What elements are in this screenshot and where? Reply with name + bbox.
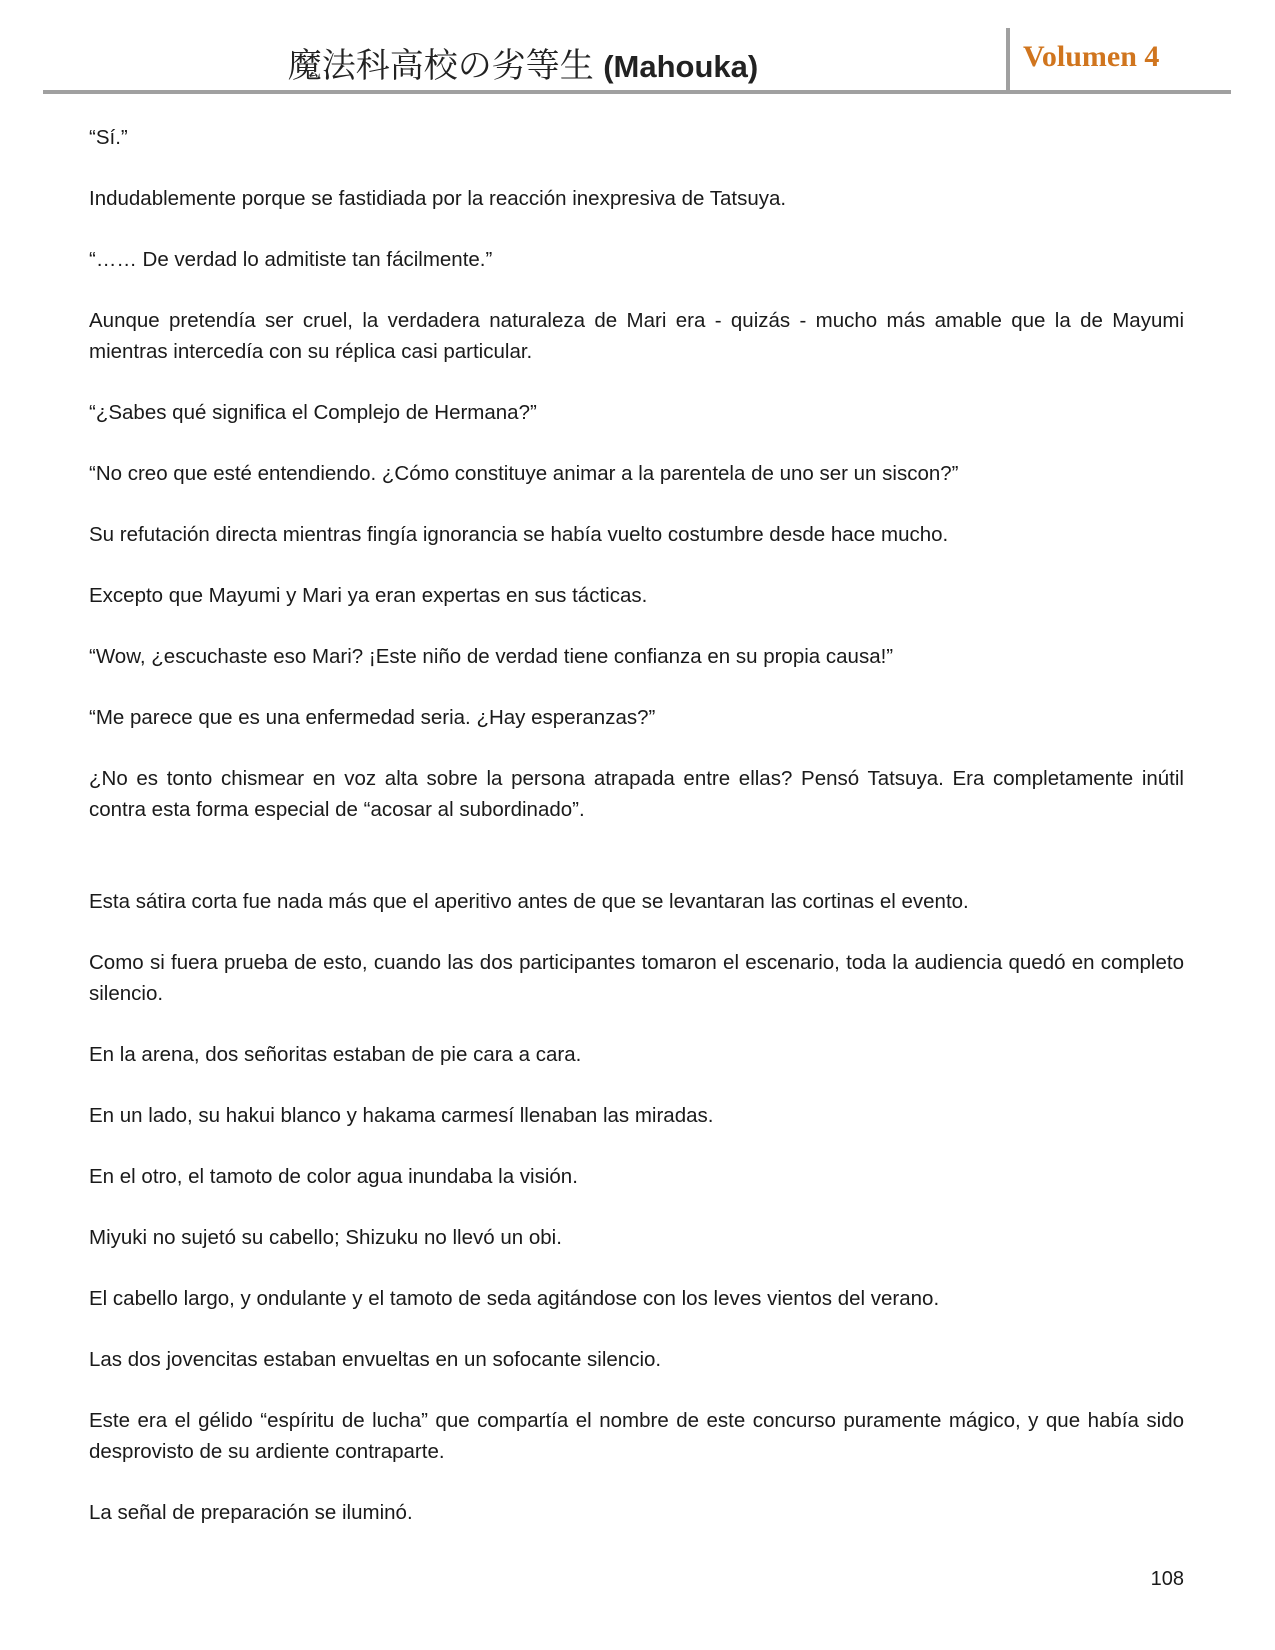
book-title-latin: (Mahouka)	[603, 49, 759, 84]
paragraph: Este era el gélido “espíritu de lucha” que compartía el nombre de este concurso puramente mágico, y que había sido desprovisto de su ardiente contraparte.	[89, 1409, 1184, 1463]
paragraph: Excepto que Mayumi y Mari ya eran expertas en sus tácticas.	[89, 584, 648, 607]
paragraph: En el otro, el tamoto de color agua inundaba la visión.	[89, 1165, 578, 1188]
paragraph: Miyuki no sujetó su cabello; Shizuku no llevó un obi.	[89, 1226, 562, 1249]
paragraph: Como si fuera prueba de esto, cuando las dos participantes tomaron el escenario, toda la audiencia quedó en completo silencio.	[89, 951, 1184, 1005]
volume-label: Volumen 4	[1023, 40, 1160, 73]
paragraph: “Wow, ¿escuchaste eso Mari? ¡Este niño de verdad tiene confianza en su propia causa!”	[89, 645, 894, 668]
page-body	[89, 122, 1184, 1558]
book-title	[43, 38, 1003, 87]
header-divider	[1006, 28, 1010, 92]
paragraph: Indudablemente porque se fastidiada por la reacción inexpresiva de Tatsuya.	[89, 187, 787, 210]
paragraph: Aunque pretendía ser cruel, la verdadera naturaleza de Mari era - quizás - mucho más amable que la de Mayumi mientras intercedía con su réplica casi particular.	[89, 309, 1184, 363]
paragraph: La señal de preparación se iluminó.	[89, 1501, 413, 1524]
header-rule	[43, 90, 1231, 94]
paragraph: “Me parece que es una enfermedad seria. ¿Hay esperanzas?”	[89, 706, 656, 729]
paragraph: “No creo que esté entendiendo. ¿Cómo constituye animar a la parentela de uno ser un siscon?”	[89, 462, 959, 485]
paragraph: Su refutación directa mientras fingía ignorancia se había vuelto costumbre desde hace mucho.	[89, 523, 949, 546]
paragraph: “¿Sabes qué significa el Complejo de Hermana?”	[89, 401, 537, 424]
paragraph: “…… De verdad lo admitiste tan fácilmente.”	[89, 248, 493, 271]
paragraph: “Sí.”	[89, 126, 128, 149]
page-header	[43, 28, 1230, 92]
paragraph: Las dos jovencitas estaban envueltas en un sofocante silencio.	[89, 1348, 662, 1371]
paragraph: El cabello largo, y ondulante y el tamoto de seda agitándose con los leves vientos del verano.	[89, 1287, 940, 1310]
book-title-cjk: 魔法科高校の劣等生	[287, 47, 594, 85]
paragraph: ¿No es tonto chismear en voz alta sobre la persona atrapada entre ellas? Pensó Tatsuya. Era completamente inútil contra esta forma especial de “acosar al subordinado”.	[89, 767, 1184, 821]
paragraph: Esta sátira corta fue nada más que el aperitivo antes de que se levantaran las cortinas el evento.	[89, 890, 969, 913]
paragraph: En un lado, su hakui blanco y hakama carmesí llenaban las miradas.	[89, 1104, 714, 1127]
paragraph: En la arena, dos señoritas estaban de pie cara a cara.	[89, 1043, 582, 1066]
page-number: 108	[1150, 1568, 1184, 1590]
